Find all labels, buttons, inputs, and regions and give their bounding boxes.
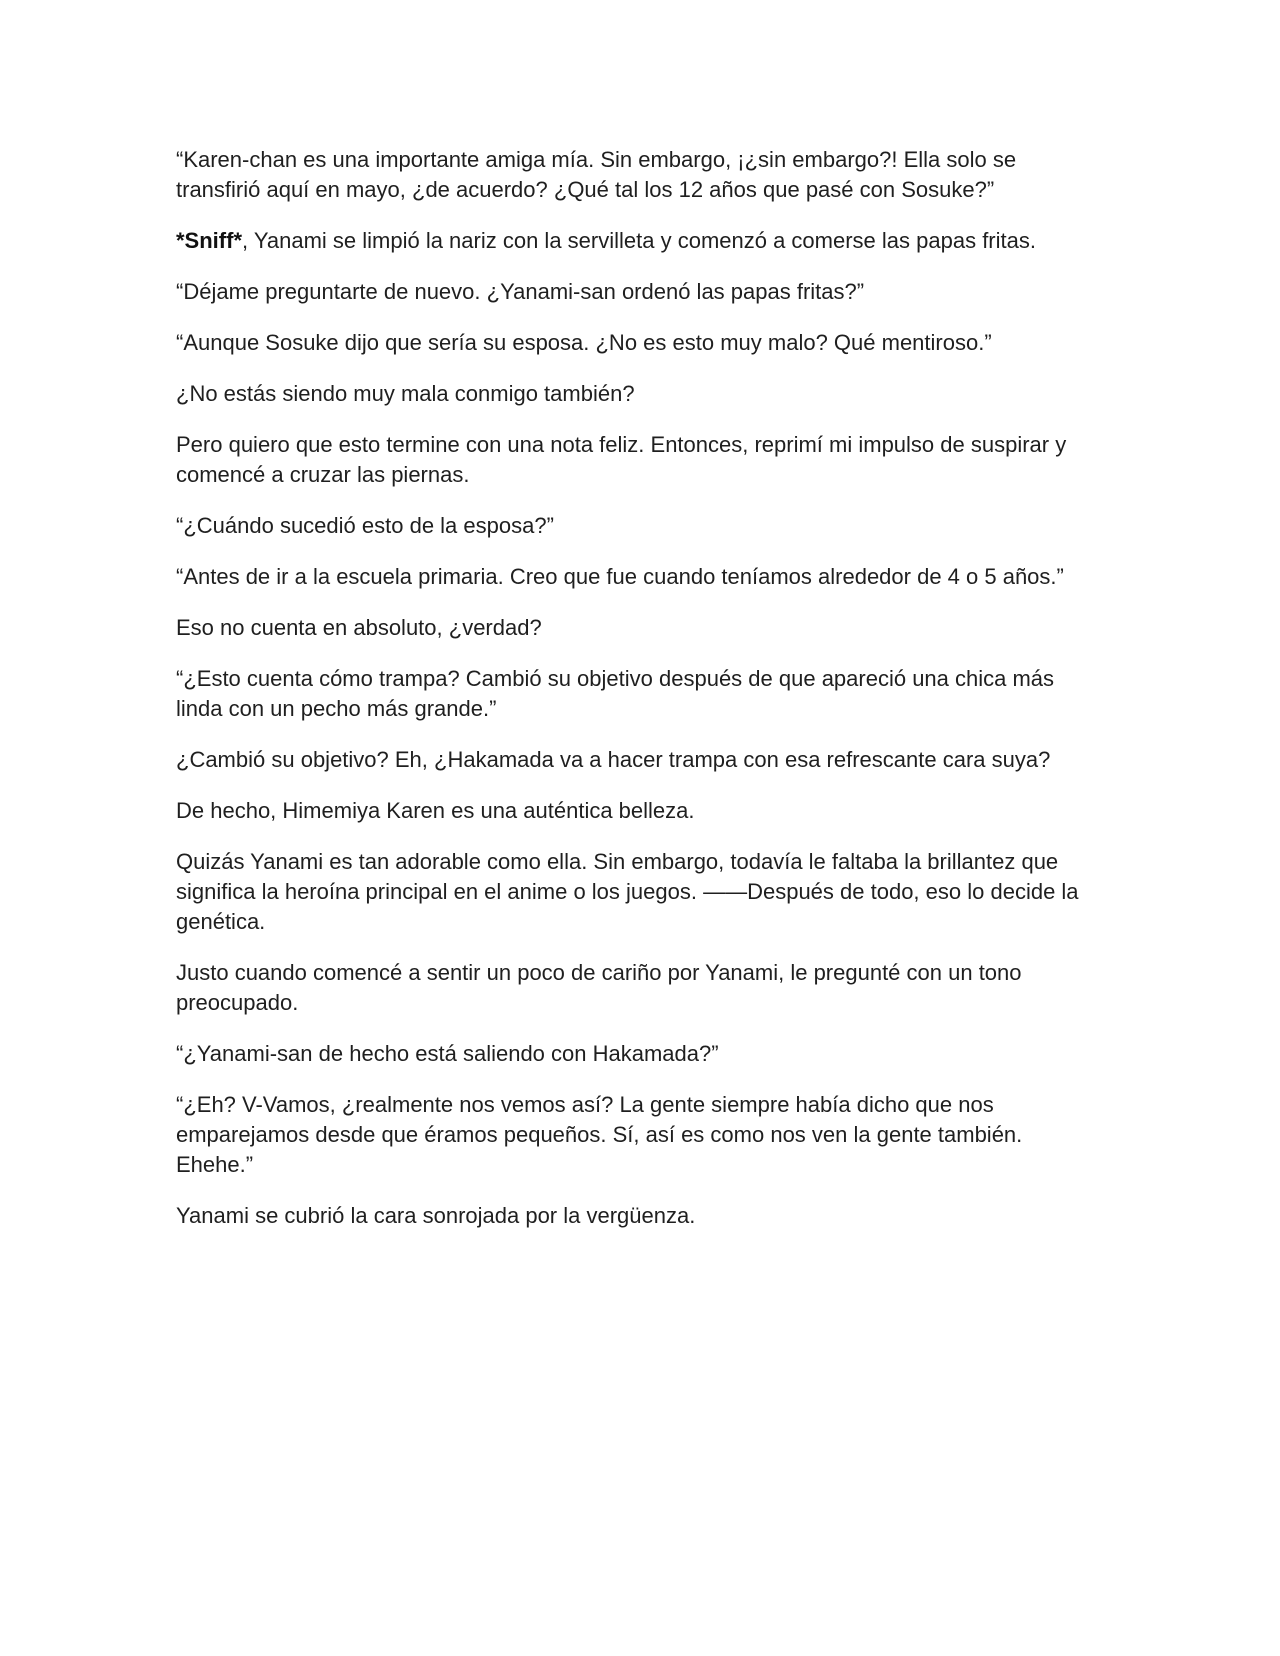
paragraph [176,226,1096,256]
paragraph: “¿Eh? V-Vamos, ¿realmente nos vemos así? La gente siempre había dicho que nos emparejamos desde que éramos pequeños. Sí, así es como nos ven la gente también. Ehehe.” [176,1092,1023,1177]
paragraph: De hecho, Himemiya Karen es una auténtica belleza. [176,798,695,823]
paragraph: “¿Esto cuenta cómo trampa? Cambió su objetivo después de que apareció una chica más linda con un pecho más grande.” [176,666,1055,721]
paragraph: “Antes de ir a la escuela primaria. Creo que fue cuando teníamos alrededor de 4 o 5 años.” [176,564,1064,589]
paragraph: “¿Yanami-san de hecho está saliendo con Hakamada?” [176,1041,719,1066]
paragraph: “¿Cuándo sucedió esto de la esposa?” [176,513,554,538]
paragraph: ¿No estás siendo muy mala conmigo también? [176,381,635,406]
paragraph: Justo cuando comencé a sentir un poco de cariño por Yanami, le pregunté con un tono preocupado. [176,960,1022,1015]
paragraph: “Aunque Sosuke dijo que sería su esposa. ¿No es esto muy malo? Qué mentiroso.” [176,330,992,355]
paragraph: “Déjame preguntarte de nuevo. ¿Yanami-san ordenó las papas fritas?” [176,279,865,304]
paragraph: Yanami se cubrió la cara sonrojada por la vergüenza. [176,1203,696,1228]
paragraph: ¿Cambió su objetivo? Eh, ¿Hakamada va a hacer trampa con esa refrescante cara suya? [176,747,1051,772]
paragraph: Quizás Yanami es tan adorable como ella. Sin embargo, todavía le faltaba la brillantez que significa la heroína principal en el anime o los juegos. ——Después de todo, eso lo decide la genética. [176,849,1079,934]
body-text [176,145,1096,1252]
paragraph-rest: , Yanami se limpió la nariz con la servilleta y comenzó a comerse las papas fritas. [242,228,1036,253]
sound-effect: *Sniff* [176,228,242,253]
paragraph: “Karen-chan es una importante amiga mía. Sin embargo, ¡¿sin embargo?! Ella solo se transfirió aquí en mayo, ¿de acuerdo? ¿Qué tal los 12 años que pasé con Sosuke?” [176,147,1017,202]
paragraph: Eso no cuenta en absoluto, ¿verdad? [176,615,542,640]
paragraph: Pero quiero que esto termine con una nota feliz. Entonces, reprimí mi impulso de suspirar y comencé a cruzar las piernas. [176,432,1067,487]
